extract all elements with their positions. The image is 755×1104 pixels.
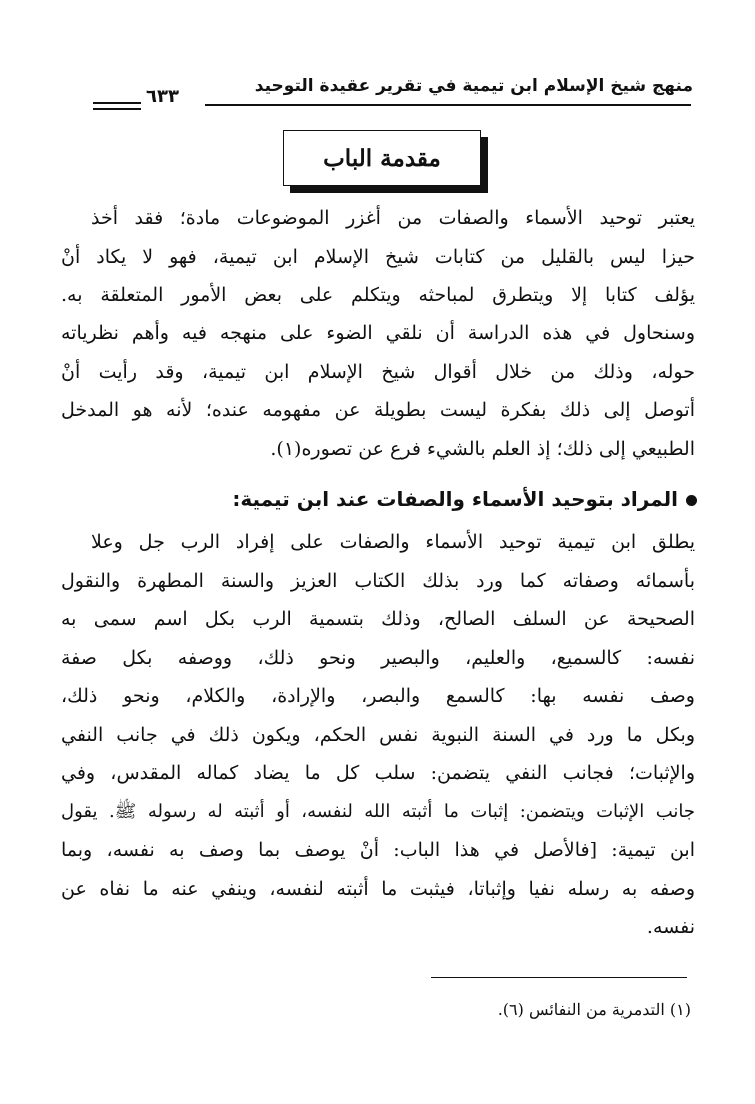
intro-line: الطبيعي إلى ذلك؛ إذ العلم بالشيء فرع عن تصوره(١). — [270, 438, 695, 460]
body-line: وبكل ما ورد في السنة النبوية نفس الحكم، ويكون ذلك في جانب النفي — [61, 724, 695, 746]
intro-line: حيزا ليس بالقليل من كتابات شيخ الإسلام ابن تيمية، فهو لا يكاد أنْ — [61, 246, 695, 268]
footnote: (١) التدمرية من النفائس (٦). — [497, 1000, 691, 1019]
body-line: نفسه: كالسميع، والعليم، والبصير ونحو ذلك، ووصفه بكل صفة — [61, 647, 695, 669]
subheading-text: المراد بتوحيد الأسماء والصفات عند ابن تيمية: — [232, 487, 678, 511]
body-line: وصف نفسه بها: كالسمع والبصر، والإرادة، والكلام، ونحو ذلك، — [61, 685, 695, 707]
intro-line: يؤلف كتابا إلا ويتطرق لمباحثه ويتكلم على بعض الأمور المتعلقة به. — [61, 284, 695, 306]
body-line: وصفه به رسله نفيا وإثباتا، فيثبت ما أثبته لنفسه، وينفي عنه ما نفاه عن — [61, 878, 695, 900]
body-line: جانب الإثبات ويتضمن: إثبات ما أثبته الله لنفسه، أو أثبته له رسوله ﷺ. يقول — [61, 801, 695, 822]
body-line: بأسمائه وصفاته كما ورد بذلك الكتاب العزيز والسنة المطهرة والنقول — [61, 570, 695, 592]
footnote-rule — [431, 977, 687, 978]
header-rule — [205, 104, 691, 106]
bullet-icon — [686, 495, 697, 506]
running-header-title: منهج شيخ الإسلام ابن تيمية في تقرير عقيدة التوحيد — [254, 76, 693, 96]
section-title-box — [283, 130, 481, 186]
body-line: الصحيحة عن السلف الصالح، وذلك بتسمية الرب بكل اسم سمى به — [61, 608, 695, 630]
page-number-rule-bottom — [93, 108, 141, 110]
section-title: مقدمة الباب — [323, 144, 441, 172]
page-number: ٦٣٣ — [146, 86, 179, 107]
intro-line: يعتبر توحيد الأسماء والصفات من أغزر الموضوعات مادة؛ فقد أخذ — [91, 207, 695, 229]
body-line: والإثبات؛ فجانب النفي يتضمن: سلب كل ما يضاد كماله المقدس، وفي — [61, 762, 695, 784]
intro-line: أتوصل إلى ذلك بفكرة ليست بطويلة عن مفهومه عنده؛ لأنه هو المدخل — [61, 399, 695, 421]
intro-line: وسنحاول في هذه الدراسة أن نلقي الضوء على منهجه فيه وأهم نظرياته — [61, 322, 695, 344]
body-line: نفسه. — [646, 916, 695, 938]
page-number-rule-top — [93, 102, 141, 104]
body-line: ابن تيمية: [فالأصل في هذا الباب: أنْ يوصف بما وصف به نفسه، وبما — [61, 839, 695, 861]
body-line: يطلق ابن تيمية توحيد الأسماء والصفات على إفراد الرب جل وعلا — [91, 531, 695, 553]
subheading — [232, 487, 697, 511]
intro-line: حوله، وذلك من خلال أقوال شيخ الإسلام ابن تيمية، وقد رأيت أنْ — [61, 361, 695, 383]
